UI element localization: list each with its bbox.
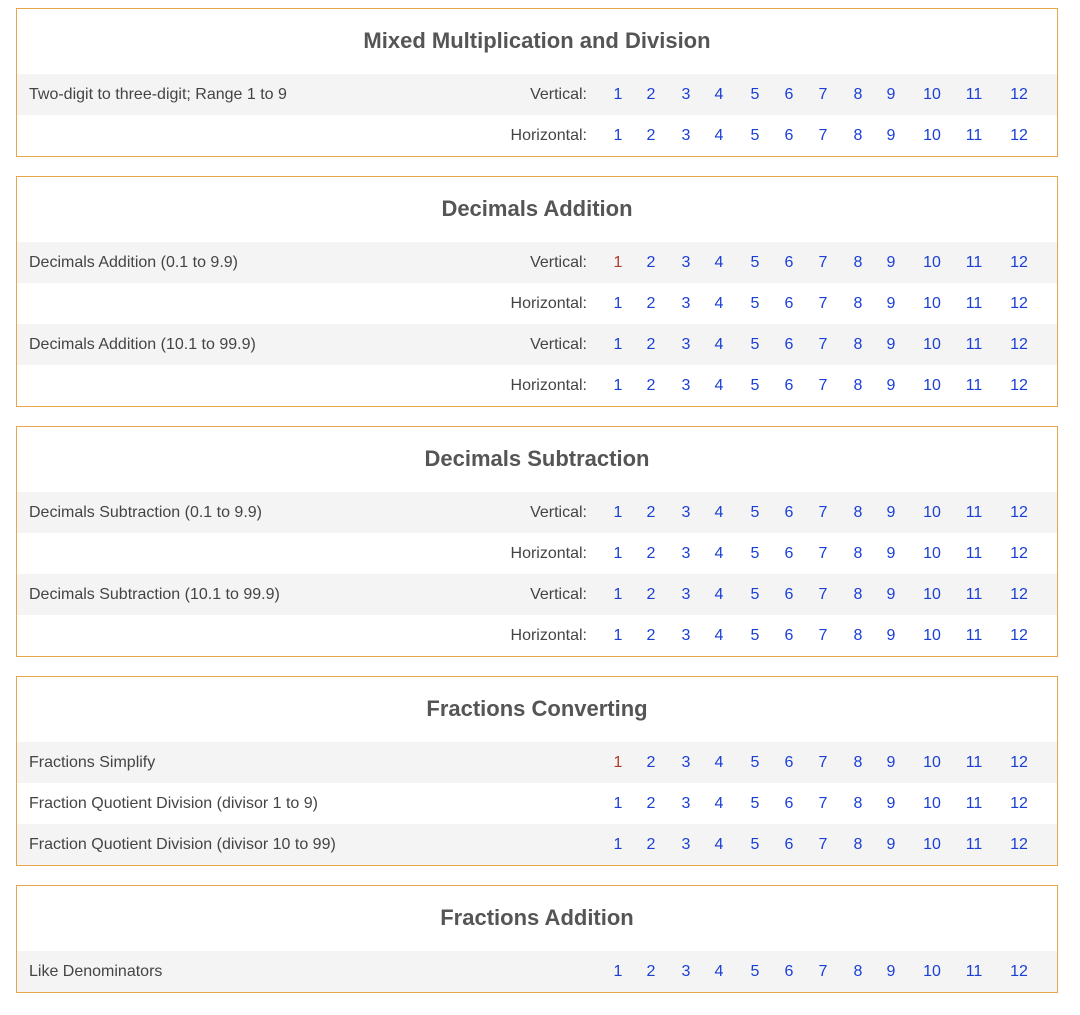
worksheet-row bbox=[17, 324, 1057, 365]
worksheet-link-10[interactable]: 10 bbox=[923, 545, 941, 562]
worksheet-link-6[interactable]: 6 bbox=[784, 586, 794, 603]
worksheet-link-9[interactable]: 9 bbox=[886, 795, 896, 812]
worksheet-link-3[interactable]: 3 bbox=[681, 963, 691, 980]
worksheet-link-9[interactable]: 9 bbox=[886, 127, 896, 144]
row-label: Like Denominators bbox=[29, 963, 163, 980]
worksheet-link-5[interactable]: 5 bbox=[750, 836, 760, 853]
section-panel bbox=[16, 8, 1058, 157]
worksheet-link-11[interactable]: 11 bbox=[965, 504, 983, 521]
section-title: Decimals Addition bbox=[441, 196, 633, 221]
row-format-label: Vertical: bbox=[530, 336, 587, 353]
worksheet-link-5[interactable]: 5 bbox=[750, 963, 760, 980]
worksheet-link-2[interactable]: 2 bbox=[646, 336, 656, 353]
worksheet-link-7[interactable]: 7 bbox=[818, 377, 828, 394]
worksheet-link-2[interactable]: 2 bbox=[646, 86, 656, 103]
worksheet-link-3[interactable]: 3 bbox=[681, 295, 691, 312]
worksheet-link-10[interactable]: 10 bbox=[923, 627, 941, 644]
worksheet-link-11[interactable]: 11 bbox=[965, 295, 983, 312]
worksheet-link-8[interactable]: 8 bbox=[853, 127, 863, 144]
worksheet-link-2[interactable]: 2 bbox=[646, 545, 656, 562]
worksheet-row bbox=[17, 115, 1057, 156]
worksheet-link-1[interactable]: 1 bbox=[613, 254, 623, 271]
worksheet-link-11[interactable]: 11 bbox=[965, 836, 983, 853]
worksheet-link-3[interactable]: 3 bbox=[681, 127, 691, 144]
worksheet-link-7[interactable]: 7 bbox=[818, 586, 828, 603]
worksheet-link-10[interactable]: 10 bbox=[923, 586, 941, 603]
worksheet-link-8[interactable]: 8 bbox=[853, 754, 863, 771]
row-label: Decimals Subtraction (0.1 to 9.9) bbox=[29, 504, 262, 521]
worksheet-link-3[interactable]: 3 bbox=[681, 377, 691, 394]
worksheet-link-8[interactable]: 8 bbox=[853, 963, 863, 980]
worksheet-link-1[interactable]: 1 bbox=[613, 754, 623, 771]
worksheet-link-1[interactable]: 1 bbox=[613, 963, 623, 980]
worksheet-link-6[interactable]: 6 bbox=[784, 336, 794, 353]
worksheet-link-12[interactable]: 12 bbox=[1010, 86, 1028, 103]
row-label: Decimals Addition (10.1 to 99.9) bbox=[29, 336, 256, 353]
worksheet-link-5[interactable]: 5 bbox=[750, 545, 760, 562]
worksheet-link-2[interactable]: 2 bbox=[646, 504, 656, 521]
row-format-label: Vertical: bbox=[530, 254, 587, 271]
worksheet-link-11[interactable]: 11 bbox=[965, 754, 983, 771]
worksheet-link-7[interactable]: 7 bbox=[818, 836, 828, 853]
worksheet-link-7[interactable]: 7 bbox=[818, 336, 828, 353]
worksheet-link-10[interactable]: 10 bbox=[923, 795, 941, 812]
worksheet-link-11[interactable]: 11 bbox=[965, 336, 983, 353]
row-format-label: Horizontal: bbox=[510, 295, 587, 312]
worksheet-link-9[interactable]: 9 bbox=[886, 504, 896, 521]
worksheet-row bbox=[17, 283, 1057, 324]
worksheet-link-9[interactable]: 9 bbox=[886, 295, 896, 312]
worksheet-link-1[interactable]: 1 bbox=[613, 336, 623, 353]
worksheet-link-7[interactable]: 7 bbox=[818, 86, 828, 103]
worksheet-link-2[interactable]: 2 bbox=[646, 377, 656, 394]
row-label: Fractions Simplify bbox=[29, 754, 156, 771]
row-format-label: Horizontal: bbox=[510, 127, 587, 144]
worksheet-link-9[interactable]: 9 bbox=[886, 377, 896, 394]
worksheet-link-9[interactable]: 9 bbox=[886, 545, 896, 562]
worksheet-link-10[interactable]: 10 bbox=[923, 86, 941, 103]
worksheet-link-6[interactable]: 6 bbox=[784, 963, 794, 980]
worksheet-link-8[interactable]: 8 bbox=[853, 86, 863, 103]
row-label: Fraction Quotient Division (divisor 10 to 99) bbox=[29, 836, 336, 853]
worksheet-link-12[interactable]: 12 bbox=[1010, 254, 1028, 271]
worksheet-link-5[interactable]: 5 bbox=[750, 127, 760, 144]
worksheet-link-11[interactable]: 11 bbox=[965, 795, 983, 812]
section-panel bbox=[16, 176, 1058, 407]
section-title: Decimals Subtraction bbox=[424, 446, 650, 471]
worksheet-link-12[interactable]: 12 bbox=[1010, 754, 1028, 771]
worksheet-link-4[interactable]: 4 bbox=[714, 963, 724, 980]
worksheet-link-10[interactable]: 10 bbox=[923, 504, 941, 521]
worksheet-row bbox=[17, 242, 1057, 283]
worksheet-link-12[interactable]: 12 bbox=[1010, 295, 1028, 312]
section-panel bbox=[16, 426, 1058, 657]
worksheet-link-8[interactable]: 8 bbox=[853, 336, 863, 353]
worksheet-link-3[interactable]: 3 bbox=[681, 627, 691, 644]
worksheet-link-10[interactable]: 10 bbox=[923, 377, 941, 394]
worksheet-link-5[interactable]: 5 bbox=[750, 627, 760, 644]
worksheet-link-12[interactable]: 12 bbox=[1010, 586, 1028, 603]
worksheet-link-2[interactable]: 2 bbox=[646, 586, 656, 603]
worksheet-link-1[interactable]: 1 bbox=[613, 795, 623, 812]
worksheet-link-11[interactable]: 11 bbox=[965, 963, 983, 980]
worksheet-link-7[interactable]: 7 bbox=[818, 963, 828, 980]
worksheet-link-10[interactable]: 10 bbox=[923, 295, 941, 312]
worksheet-link-11[interactable]: 11 bbox=[965, 545, 983, 562]
worksheet-link-2[interactable]: 2 bbox=[646, 963, 656, 980]
worksheet-link-12[interactable]: 12 bbox=[1010, 963, 1028, 980]
worksheet-link-4[interactable]: 4 bbox=[714, 504, 724, 521]
worksheet-link-12[interactable]: 12 bbox=[1010, 545, 1028, 562]
worksheet-link-8[interactable]: 8 bbox=[853, 627, 863, 644]
worksheet-link-10[interactable]: 10 bbox=[923, 254, 941, 271]
worksheet-link-9[interactable]: 9 bbox=[886, 963, 896, 980]
worksheet-link-2[interactable]: 2 bbox=[646, 836, 656, 853]
worksheet-link-12[interactable]: 12 bbox=[1010, 336, 1028, 353]
row-format-label: Vertical: bbox=[530, 586, 587, 603]
worksheet-link-4[interactable]: 4 bbox=[714, 86, 724, 103]
worksheet-link-5[interactable]: 5 bbox=[750, 795, 760, 812]
worksheet-link-11[interactable]: 11 bbox=[965, 127, 983, 144]
worksheet-link-6[interactable]: 6 bbox=[784, 545, 794, 562]
worksheet-link-3[interactable]: 3 bbox=[681, 545, 691, 562]
worksheet-row bbox=[17, 74, 1057, 115]
worksheet-link-4[interactable]: 4 bbox=[714, 127, 724, 144]
worksheet-link-4[interactable]: 4 bbox=[714, 627, 724, 644]
worksheet-link-7[interactable]: 7 bbox=[818, 295, 828, 312]
worksheet-link-6[interactable]: 6 bbox=[784, 127, 794, 144]
worksheet-link-6[interactable]: 6 bbox=[784, 627, 794, 644]
worksheet-link-3[interactable]: 3 bbox=[681, 336, 691, 353]
worksheet-link-6[interactable]: 6 bbox=[784, 254, 794, 271]
worksheet-link-9[interactable]: 9 bbox=[886, 754, 896, 771]
worksheet-link-12[interactable]: 12 bbox=[1010, 795, 1028, 812]
worksheet-link-10[interactable]: 10 bbox=[923, 336, 941, 353]
row-format-label: Horizontal: bbox=[510, 377, 587, 394]
worksheet-link-4[interactable]: 4 bbox=[714, 836, 724, 853]
worksheet-link-4[interactable]: 4 bbox=[714, 586, 724, 603]
worksheet-link-11[interactable]: 11 bbox=[965, 586, 983, 603]
worksheet-link-3[interactable]: 3 bbox=[681, 795, 691, 812]
worksheet-link-11[interactable]: 11 bbox=[965, 377, 983, 394]
worksheet-link-2[interactable]: 2 bbox=[646, 627, 656, 644]
worksheet-link-5[interactable]: 5 bbox=[750, 295, 760, 312]
worksheet-link-3[interactable]: 3 bbox=[681, 254, 691, 271]
worksheet-link-6[interactable]: 6 bbox=[784, 377, 794, 394]
worksheet-link-3[interactable]: 3 bbox=[681, 754, 691, 771]
worksheet-link-4[interactable]: 4 bbox=[714, 377, 724, 394]
worksheet-row bbox=[17, 615, 1057, 656]
worksheet-link-9[interactable]: 9 bbox=[886, 86, 896, 103]
worksheet-link-8[interactable]: 8 bbox=[853, 254, 863, 271]
worksheet-link-5[interactable]: 5 bbox=[750, 754, 760, 771]
section-title: Fractions Addition bbox=[440, 905, 634, 930]
worksheet-link-1[interactable]: 1 bbox=[613, 627, 623, 644]
worksheet-link-6[interactable]: 6 bbox=[784, 754, 794, 771]
worksheet-link-8[interactable]: 8 bbox=[853, 545, 863, 562]
worksheet-link-7[interactable]: 7 bbox=[818, 754, 828, 771]
worksheet-link-1[interactable]: 1 bbox=[613, 836, 623, 853]
worksheet-link-12[interactable]: 12 bbox=[1010, 836, 1028, 853]
worksheet-link-4[interactable]: 4 bbox=[714, 754, 724, 771]
worksheet-link-5[interactable]: 5 bbox=[750, 377, 760, 394]
worksheet-link-6[interactable]: 6 bbox=[784, 504, 794, 521]
worksheet-link-6[interactable]: 6 bbox=[784, 295, 794, 312]
row-label: Two-digit to three-digit; Range 1 to 9 bbox=[29, 86, 287, 103]
worksheet-link-1[interactable]: 1 bbox=[613, 586, 623, 603]
worksheet-link-5[interactable]: 5 bbox=[750, 504, 760, 521]
worksheet-link-11[interactable]: 11 bbox=[965, 86, 983, 103]
row-format-label: Horizontal: bbox=[510, 627, 587, 644]
worksheet-link-7[interactable]: 7 bbox=[818, 504, 828, 521]
worksheet-link-12[interactable]: 12 bbox=[1010, 627, 1028, 644]
worksheet-link-8[interactable]: 8 bbox=[853, 586, 863, 603]
row-format-label: Horizontal: bbox=[510, 545, 587, 562]
worksheet-row bbox=[17, 533, 1057, 574]
worksheet-link-11[interactable]: 11 bbox=[965, 254, 983, 271]
worksheet-link-8[interactable]: 8 bbox=[853, 377, 863, 394]
worksheet-link-4[interactable]: 4 bbox=[714, 795, 724, 812]
worksheet-link-4[interactable]: 4 bbox=[714, 336, 724, 353]
row-label: Decimals Addition (0.1 to 9.9) bbox=[29, 254, 238, 271]
worksheet-link-7[interactable]: 7 bbox=[818, 545, 828, 562]
worksheet-link-5[interactable]: 5 bbox=[750, 86, 760, 103]
worksheet-row bbox=[17, 783, 1057, 824]
worksheet-link-6[interactable]: 6 bbox=[784, 836, 794, 853]
worksheet-link-3[interactable]: 3 bbox=[681, 504, 691, 521]
section-panel bbox=[16, 676, 1058, 866]
worksheet-link-3[interactable]: 3 bbox=[681, 586, 691, 603]
worksheet-link-8[interactable]: 8 bbox=[853, 295, 863, 312]
worksheet-link-5[interactable]: 5 bbox=[750, 336, 760, 353]
worksheet-link-9[interactable]: 9 bbox=[886, 836, 896, 853]
worksheet-link-7[interactable]: 7 bbox=[818, 627, 828, 644]
worksheet-link-7[interactable]: 7 bbox=[818, 795, 828, 812]
worksheet-link-10[interactable]: 10 bbox=[923, 127, 941, 144]
worksheet-link-9[interactable]: 9 bbox=[886, 336, 896, 353]
row-label: Fraction Quotient Division (divisor 1 to 9) bbox=[29, 795, 318, 812]
worksheet-row bbox=[17, 742, 1057, 783]
worksheet-link-3[interactable]: 3 bbox=[681, 836, 691, 853]
worksheet-link-8[interactable]: 8 bbox=[853, 504, 863, 521]
section-title: Mixed Multiplication and Division bbox=[363, 28, 711, 53]
row-format-label: Vertical: bbox=[530, 86, 587, 103]
row-label: Decimals Subtraction (10.1 to 99.9) bbox=[29, 586, 280, 603]
worksheet-link-6[interactable]: 6 bbox=[784, 795, 794, 812]
worksheet-link-11[interactable]: 11 bbox=[965, 627, 983, 644]
worksheet-link-10[interactable]: 10 bbox=[923, 963, 941, 980]
worksheet-link-3[interactable]: 3 bbox=[681, 86, 691, 103]
worksheet-link-8[interactable]: 8 bbox=[853, 795, 863, 812]
worksheet-link-9[interactable]: 9 bbox=[886, 254, 896, 271]
worksheet-link-2[interactable]: 2 bbox=[646, 795, 656, 812]
worksheet-link-9[interactable]: 9 bbox=[886, 586, 896, 603]
worksheet-row bbox=[17, 951, 1057, 992]
worksheet-row bbox=[17, 574, 1057, 615]
worksheet-link-9[interactable]: 9 bbox=[886, 627, 896, 644]
worksheet-link-4[interactable]: 4 bbox=[714, 545, 724, 562]
worksheet-link-7[interactable]: 7 bbox=[818, 127, 828, 144]
worksheet-link-10[interactable]: 10 bbox=[923, 754, 941, 771]
worksheet-link-8[interactable]: 8 bbox=[853, 836, 863, 853]
worksheet-link-4[interactable]: 4 bbox=[714, 254, 724, 271]
worksheet-link-6[interactable]: 6 bbox=[784, 86, 794, 103]
worksheet-link-7[interactable]: 7 bbox=[818, 254, 828, 271]
worksheet-link-2[interactable]: 2 bbox=[646, 254, 656, 271]
worksheet-link-12[interactable]: 12 bbox=[1010, 377, 1028, 394]
worksheet-link-10[interactable]: 10 bbox=[923, 836, 941, 853]
worksheet-link-1[interactable]: 1 bbox=[613, 295, 623, 312]
worksheet-link-2[interactable]: 2 bbox=[646, 754, 656, 771]
section-panel bbox=[16, 885, 1058, 993]
worksheet-link-1[interactable]: 1 bbox=[613, 127, 623, 144]
worksheet-row bbox=[17, 492, 1057, 533]
worksheet-link-1[interactable]: 1 bbox=[613, 545, 623, 562]
worksheet-row bbox=[17, 365, 1057, 406]
worksheet-link-12[interactable]: 12 bbox=[1010, 504, 1028, 521]
worksheet-link-1[interactable]: 1 bbox=[613, 86, 623, 103]
worksheet-link-2[interactable]: 2 bbox=[646, 127, 656, 144]
worksheet-link-12[interactable]: 12 bbox=[1010, 127, 1028, 144]
row-format-label: Vertical: bbox=[530, 504, 587, 521]
worksheet-link-5[interactable]: 5 bbox=[750, 586, 760, 603]
worksheet-link-2[interactable]: 2 bbox=[646, 295, 656, 312]
worksheet-row bbox=[17, 824, 1057, 865]
worksheet-link-1[interactable]: 1 bbox=[613, 377, 623, 394]
section-title: Fractions Converting bbox=[426, 696, 648, 721]
worksheet-link-4[interactable]: 4 bbox=[714, 295, 724, 312]
worksheet-link-5[interactable]: 5 bbox=[750, 254, 760, 271]
worksheet-link-1[interactable]: 1 bbox=[613, 504, 623, 521]
